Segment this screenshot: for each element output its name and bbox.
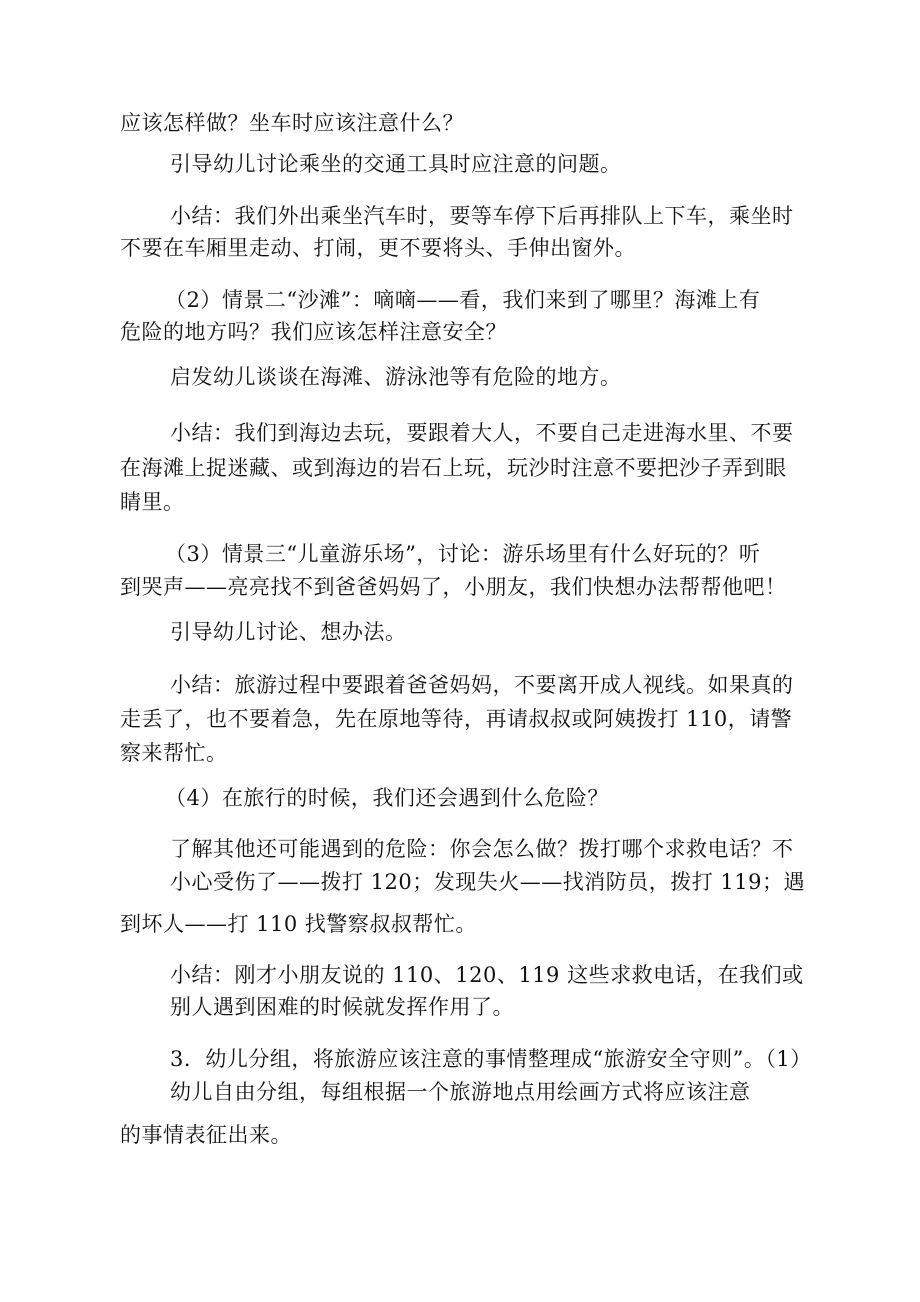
text-line: 小心受伤了——拨打 120；发现失火——找消防员，拨打 119；遇 (170, 870, 806, 894)
text-line: 应该怎样做？坐车时应该注意什么？ (120, 111, 464, 135)
text-line: 走丢了，也不要着急，先在原地等待，再请叔叔或阿姨拨打 110，请警 (120, 707, 793, 731)
text-line: 小结：刚才小朋友说的 110、120、119 这些求救电话，在我们或 (170, 963, 804, 987)
text-line: 启发幼儿谈谈在海滩、游泳池等有危险的地方。 (170, 365, 622, 389)
text-line: 引导幼儿讨论乘坐的交通工具时应注意的问题。 (170, 152, 622, 176)
text-line: 危险的地方吗？我们应该怎样注意安全？ (120, 320, 507, 344)
text-line: 3．幼儿分组，将旅游应该注意的事情整理成“旅游安全守则”。（1） (170, 1047, 812, 1071)
text-line: 小结：我们外出乘坐汽车时，要等车停下后再排队上下车，乘坐时 (170, 204, 794, 228)
text-line: 不要在车厢里走动、打闹，更不要将头、手伸出窗外。 (120, 236, 636, 260)
text-line: （4）在旅行的时候，我们还会遇到什么危险？ (165, 786, 609, 810)
text-line: 了解其他还可能遇到的危险：你会怎么做？拨打哪个求救电话？不 (170, 837, 794, 861)
text-line: 小结：我们到海边去玩，要跟着大人，不要自己走进海水里、不要 (170, 421, 794, 445)
text-line: 别人遇到困难的时候就发挥作用了。 (170, 995, 514, 1019)
text-line: （2）情景二“沙滩”：嘀嘀——看，我们来到了哪里？海滩上有 (165, 288, 761, 312)
text-line: 睛里。 (120, 490, 185, 514)
text-line: 察来帮忙。 (120, 741, 228, 765)
text-line: 在海滩上捉迷藏、或到海边的岩石上玩，玩沙时注意不要把沙子弄到眼 (120, 456, 787, 480)
text-line: 的事情表征出来。 (120, 1123, 292, 1147)
text-line: 小结：旅游过程中要跟着爸爸妈妈，不要离开成人视线。如果真的 (170, 673, 794, 697)
text-line: 到哭声——亮亮找不到爸爸妈妈了，小朋友，我们快想办法帮帮他吧！ (120, 575, 787, 599)
text-line: 幼儿自由分组，每组根据一个旅游地点用绘画方式将应该注意 (170, 1080, 751, 1104)
text-line: 到坏人——打 110 找警察叔叔帮忙。 (120, 912, 477, 936)
text-line: 引导幼儿讨论、想办法。 (170, 620, 407, 644)
text-line: （3）情景三“儿童游乐场”，讨论：游乐场里有什么好玩的？听 (165, 542, 761, 566)
